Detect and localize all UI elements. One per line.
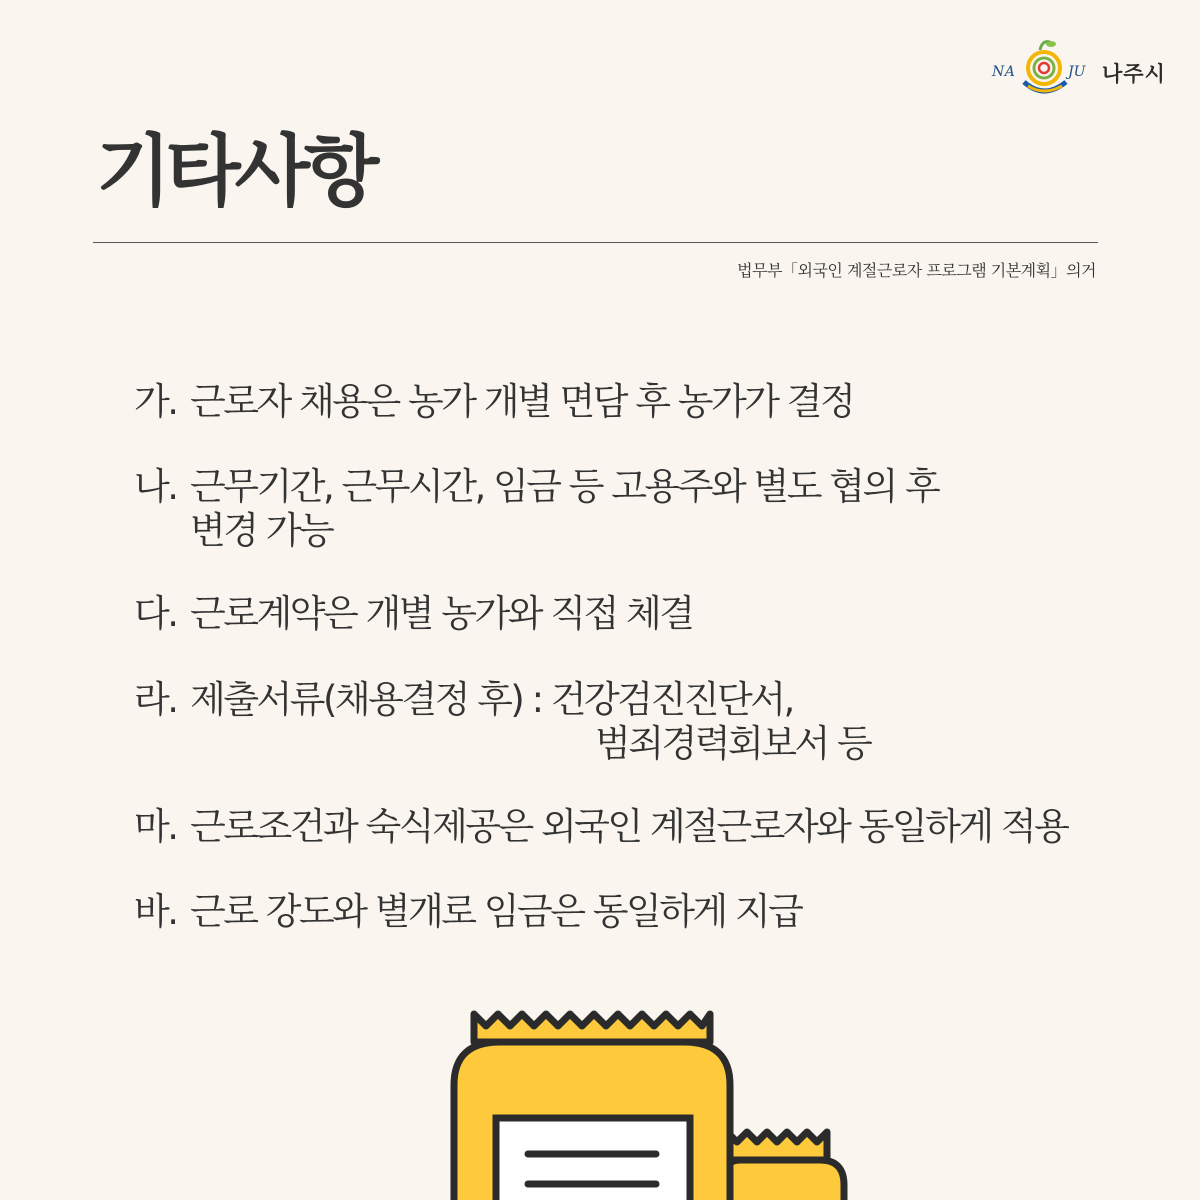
item-text-continued: 변경 가능 bbox=[190, 509, 333, 552]
item-text: 근로계약은 개별 농가와 직접 체결 bbox=[190, 592, 693, 635]
logo-city-name: 나주시 bbox=[1102, 62, 1166, 86]
item-marker: 라. bbox=[134, 678, 177, 721]
item-marker: 가. bbox=[134, 380, 177, 423]
list-item bbox=[134, 380, 853, 424]
item-text-continued: 범죄경력회보서 등 bbox=[595, 722, 871, 765]
page-title: 기타사항 bbox=[96, 127, 374, 217]
logo-text-ju: JU bbox=[1068, 64, 1086, 80]
item-text: 근무기간, 근무시간, 임금 등 고용주와 별도 협의 후 bbox=[190, 465, 939, 508]
logo-text-na: NA bbox=[992, 64, 1016, 80]
list-item bbox=[134, 805, 1067, 849]
item-marker: 바. bbox=[134, 890, 177, 933]
naju-city-logo bbox=[990, 38, 1170, 102]
small-sack bbox=[724, 1132, 844, 1200]
item-text: 근로조건과 숙식제공은 외국인 계절근로자와 동일하게 적용 bbox=[190, 805, 1068, 848]
item-text: 제출서류(채용결정 후) : 건강검진진단서, bbox=[190, 678, 793, 721]
list-item bbox=[134, 465, 938, 553]
list-item bbox=[134, 592, 692, 636]
item-marker: 나. bbox=[134, 465, 177, 508]
item-marker: 마. bbox=[134, 805, 177, 848]
title-divider bbox=[93, 242, 1098, 243]
list-item bbox=[134, 890, 801, 934]
item-marker: 다. bbox=[134, 592, 177, 635]
large-sack bbox=[454, 1014, 730, 1200]
item-text: 근로 강도와 별개로 임금은 동일하게 지급 bbox=[190, 890, 802, 933]
list-item bbox=[134, 678, 870, 766]
grain-sack-icon bbox=[440, 1000, 860, 1200]
item-text: 근로자 채용은 농가 개별 면담 후 농가가 결정 bbox=[190, 380, 854, 423]
source-note: 법무부「외국인 계절근로자 프로그램 기본계획」의거 bbox=[737, 261, 1096, 280]
